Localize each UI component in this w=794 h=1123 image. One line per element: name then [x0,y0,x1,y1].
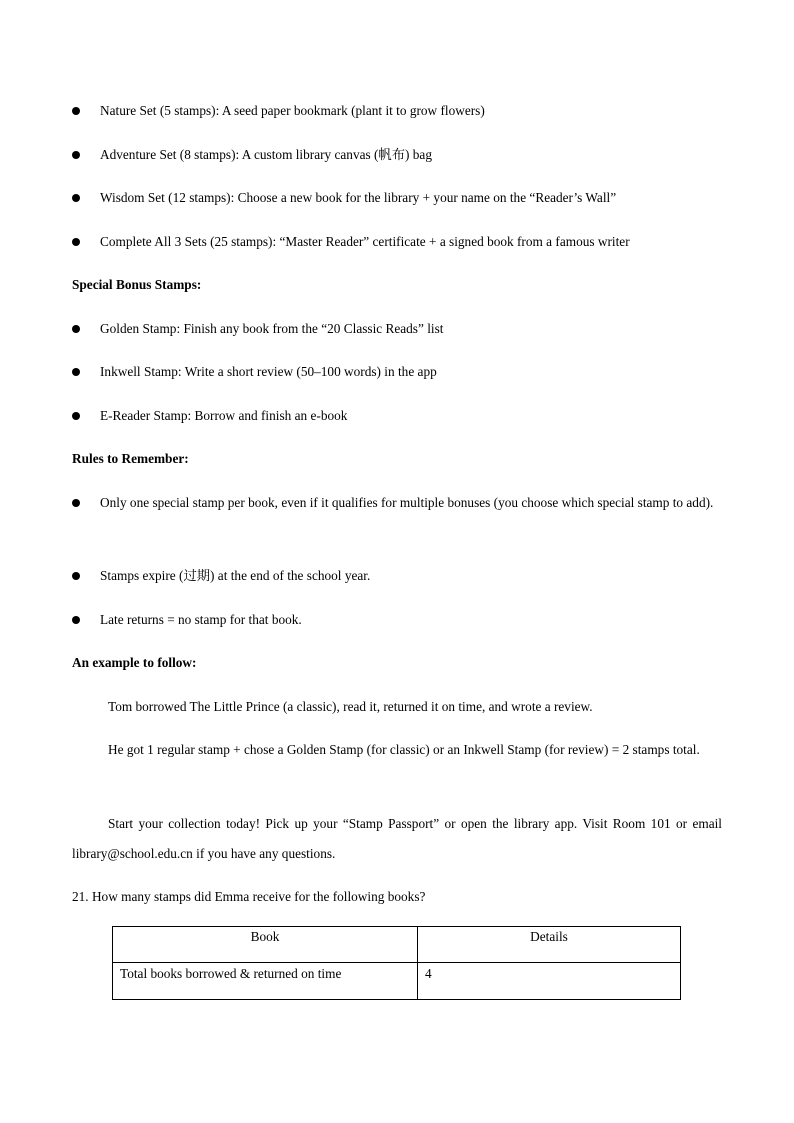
bonus-stamp-text: E-Reader Stamp: Borrow and finish an e-book [100,408,348,423]
reward-set-text: Complete All 3 Sets (25 stamps): “Master Reader” certificate + a signed book from a famous writer [100,234,630,249]
table-header-book: Book [113,927,418,963]
rule-text: Late returns = no stamp for that book. [100,612,302,627]
bullet-icon [72,325,80,333]
table-header-row [113,927,681,963]
bullet-icon [72,194,80,202]
stamps-table [112,926,681,1000]
example-paragraph-text: Tom borrowed The Little Prince (a classic), read it, returned it on time, and wrote a review. [108,699,593,714]
closing-paragraph-text: Start your collection today! Pick up your “Stamp Passport” or open the library app. Visit Room 101 or email library@school.edu.cn if you have any questions. [72,816,722,861]
example-heading: An example to follow: [72,655,197,670]
table-cell-details: 4 [418,963,681,1000]
table-row [113,963,681,1000]
table-header-details: Details [418,927,681,963]
bullet-icon [72,107,80,115]
bullet-icon [72,499,80,507]
table-cell-book: Total books borrowed & returned on time [113,963,418,1000]
rule-text: Stamps expire (过期) at the end of the school year. [100,568,371,583]
rules-heading: Rules to Remember: [72,451,189,466]
reward-set-text: Wisdom Set (12 stamps): Choose a new book for the library + your name on the “Reader’s Wall” [100,190,617,205]
bonus-stamp-text: Golden Stamp: Finish any book from the “20 Classic Reads” list [100,321,444,336]
example-paragraph [72,692,722,722]
example-paragraph [72,735,722,765]
reward-set-text: Nature Set (5 stamps): A seed paper bookmark (plant it to grow flowers) [100,103,485,118]
bullet-icon [72,368,80,376]
special-bonus-heading: Special Bonus Stamps: [72,277,202,292]
bullet-icon [72,616,80,624]
bullet-icon [72,412,80,420]
bullet-icon [72,151,80,159]
reward-set-text: Adventure Set (8 stamps): A custom library canvas (帆布) bag [100,147,432,162]
bullet-icon [72,238,80,246]
bullet-icon [72,572,80,580]
bonus-stamp-text: Inkwell Stamp: Write a short review (50–100 words) in the app [100,364,437,379]
closing-paragraph [72,809,722,869]
example-paragraph-text: He got 1 regular stamp + chose a Golden Stamp (for classic) or an Inkwell Stamp (for review) = 2 stamps total. [108,742,700,757]
question-text: 21. How many stamps did Emma receive for the following books? [72,889,426,904]
rule-text: Only one special stamp per book, even if it qualifies for multiple bonuses (you choose which special stamp to add). [100,495,714,510]
